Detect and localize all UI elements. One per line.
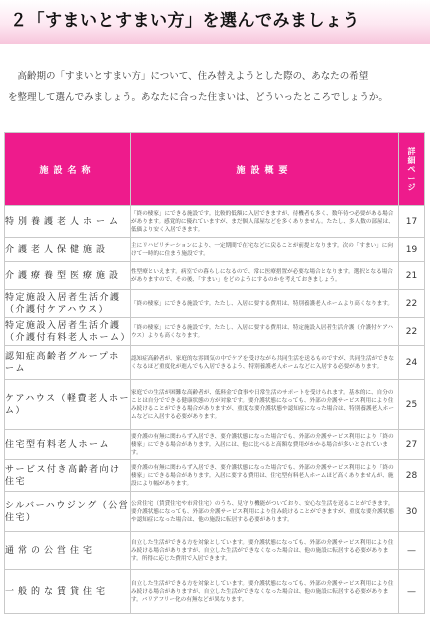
facility-name: 一般的な賃貸住宅 <box>5 570 131 614</box>
facility-table <box>4 132 425 614</box>
table-row <box>5 430 425 460</box>
table-row <box>5 290 425 318</box>
table-row <box>5 460 425 492</box>
facility-name: 介護老人保健施設 <box>5 238 131 262</box>
detail-page-number: 27 <box>399 430 425 460</box>
facility-summary: 家庭での生活が困難な高齢者が、低料金で食事や日常生活のサポートを受けられます。基本的に、自分のことは自分でできる健康状態の方が対象です。要介護状態になっても、外部の介護サービス利用により住み続けることができる場合がありますが、重度な要介護状態や認知症になった場合は、特別養護老人ホームなどに入居する必要があります。 <box>131 380 399 430</box>
facility-summary: 要介護の有無に関わらず入居でき、要介護状態になった場合でも、外部の介護サービス利用により「終の棲家」にできる場合があります。入居に要する費用は、住宅型有料老人ホームほど高くありませんが、施設により幅があります。 <box>131 460 399 492</box>
facility-name: サービス付き高齢者向け住宅 <box>5 460 131 492</box>
intro-line-2: を整理して選んでみましょう。あなたに合った住まいは、どういったところでしょうか。 <box>8 92 388 103</box>
detail-page-number: 22 <box>399 290 425 318</box>
facility-name: 介護療養型医療施設 <box>5 262 131 290</box>
facility-summary: 自立した生活ができる方を対象としています。要介護状態になっても、外部の介護サービス利用により住み続ける場合がありますが、自立した生活ができなくなった場合は、他の施設に転居する必要があります。バリアフリー化の有無などが異なります。 <box>131 570 399 614</box>
table-row <box>5 318 425 346</box>
table-row <box>5 570 425 614</box>
table-row <box>5 380 425 430</box>
facility-summary: 性型療といえます。病室での暮らしになるので、常に医療措置が必要な場合となります。選択となる場合がありますので、その後、「すまい」をどのようにするのかを考えておきましょう。 <box>131 262 399 290</box>
facility-name: 特別養護老人ホーム <box>5 206 131 238</box>
table-body <box>5 206 425 614</box>
facility-summary: 「終の棲家」にできる施設です。比較的低額に入居できますが、待機者も多く、数年待つ必要がある場合があります。感覚的に優れていますが、まだ個人部屋などを多くありません。たたし、多人数の部屋は、低価より安く入居できます。 <box>131 206 399 238</box>
detail-page-number: 19 <box>399 238 425 262</box>
detail-page-number: 21 <box>399 262 425 290</box>
intro-line-1: 高齢期の「すまいとすまい方」について、住み替えようとした際の、あなたの希望 <box>17 71 369 82</box>
facility-summary: 公営住宅（賃貸住宅や市営住宅）のうち、見守り機能がついており、安心な生活を送ることができます。要介護状態になっても、外部の介護サービス利用により住み続けることができますが、重度な要介護状態や認知症になった場合は、他の施設に転居する必要があります。 <box>131 492 399 532</box>
table-row <box>5 532 425 570</box>
header-facility-summary: 施設概要 <box>131 133 399 206</box>
facility-name: 住宅型有料老人ホーム <box>5 430 131 460</box>
table-header-row <box>5 133 425 206</box>
facility-summary: 要介護の有無に関わらず入居でき、要介護状態になった場合でも、外部の介護サービス利用により「終の棲家」にできる場合があります。入居には、他に比べると高額な費用がかかる場合が多いとされています。 <box>131 430 399 460</box>
facility-name: 特定施設入居者生活介護（介護付有料老人ホーム） <box>5 318 131 346</box>
header-detail-page-label: 詳細ページ <box>407 146 416 192</box>
header-facility-name: 施設名称 <box>5 133 131 206</box>
facility-summary: 「終の棲家」にできる施設です。たたし、入居に要する費用は、特別養護老人ホームより高くなります。 <box>131 290 399 318</box>
intro-text <box>8 66 422 108</box>
facility-name: ケアハウス（軽費老人ホーム） <box>5 380 131 430</box>
detail-page-number: 30 <box>399 492 425 532</box>
table-row <box>5 346 425 380</box>
facility-name: シルバーハウジング（公営住宅） <box>5 492 131 532</box>
detail-page-number: 24 <box>399 346 425 380</box>
facility-summary: 主にリハビリテーションにより、一定期間で在宅などに戻ることが前提となります。次の「すまい」に向けて一時的に住まう施設です。 <box>131 238 399 262</box>
facility-summary: 「終の棲家」にできる施設です。たたし、入居に要する費用は、特定施設入居者生活介護（介護付ケアハウス）よりも高くなります。 <box>131 318 399 346</box>
detail-page-number: — <box>399 532 425 570</box>
facility-name: 通常の公営住宅 <box>5 532 131 570</box>
table-row <box>5 492 425 532</box>
table-row <box>5 238 425 262</box>
table-row <box>5 262 425 290</box>
detail-page-number: — <box>399 570 425 614</box>
detail-page-number: 25 <box>399 380 425 430</box>
detail-page-number: 28 <box>399 460 425 492</box>
detail-page-number: 22 <box>399 318 425 346</box>
facility-summary: 認知症高齢者が、家庭的な雰囲気の中でケアを受けながら共同生活を送るものですが、共同生活ができなくなるほど重度化が進んでも入居できるよう、特別養護老人ホームなどに入居する必要があります。 <box>131 346 399 380</box>
page-title: ２「すまいとすまい方」を選んでみましょう <box>10 11 360 31</box>
table-row <box>5 206 425 238</box>
facility-summary: 自立した生活ができる方を対象としています。要介護状態になっても、外部の介護サービス利用により住み続ける場合がありますが、自立した生活ができなくなった場合は、他の施設に転居する必要があります。所得に応じた費用で入居できます。 <box>131 532 399 570</box>
header-detail-page <box>399 133 425 206</box>
detail-page-number: 17 <box>399 206 425 238</box>
facility-name: 認知症高齢者グループホーム <box>5 346 131 380</box>
facility-name: 特定施設入居者生活介護（介護付ケアハウス） <box>5 290 131 318</box>
